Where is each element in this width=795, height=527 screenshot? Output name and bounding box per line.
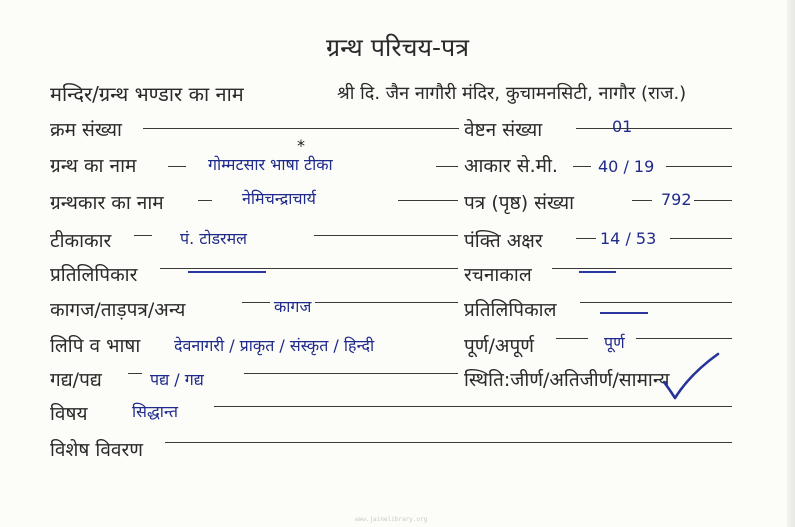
composition-date-label: रचनाकाल [464, 264, 532, 286]
author-value: नेमिचन्द्राचार्य [242, 189, 316, 208]
wrapper-number-label: वेष्टन संख्या [464, 119, 543, 141]
composition-date-blank-dash [579, 271, 616, 273]
page-count-value: 792 [661, 190, 692, 209]
granth-name-label: ग्रन्थ का नाम [50, 155, 137, 177]
completeness-label: पूर्ण/अपूर्ण [464, 335, 534, 357]
subject-label: विषय [50, 403, 88, 425]
completeness-line-a [556, 338, 588, 339]
card-edge [787, 0, 795, 527]
footnote-mark: * [297, 136, 305, 155]
line-letters-value: 14 / 53 [600, 229, 657, 248]
material-value: कागज [270, 296, 315, 318]
granth-name-line-a [168, 166, 186, 167]
serial-number-label: क्रम संख्या [50, 119, 122, 141]
commentator-line-a [134, 235, 152, 236]
author-label: ग्रन्थकार का नाम [50, 192, 164, 214]
commentator-line-b [314, 235, 458, 236]
size-cm-line-b [666, 166, 732, 167]
granth-name-value: गोम्मटसार भाषा टीका [208, 155, 333, 174]
commentator-label: टीकाकार [50, 230, 112, 252]
wrapper-number-value: 01 [612, 117, 633, 136]
temple-label: मन्दिर/ग्रन्थ भण्डार का नाम [50, 82, 244, 106]
commentator-value: पं. टोडरमल [180, 229, 247, 248]
script-language-value: देवनागरी / प्राकृत / संस्कृत / हिन्दी [174, 336, 375, 355]
copy-date-label: प्रतिलिपिकाल [464, 299, 557, 321]
copy-date-blank-dash [600, 312, 648, 314]
line-letters-line-a [576, 238, 596, 239]
page-count-line-b [694, 200, 732, 201]
subject-value: सिद्धान्त [132, 402, 178, 421]
copy-date-line [580, 302, 732, 303]
serial-number-line [143, 128, 459, 129]
condition-check-mark-icon [662, 352, 722, 402]
temple-value: श्री दि. जैन नागौरी मंदिर, कुचामनसिटी, नागौर (राज.) [337, 83, 687, 104]
prose-poetry-line-b [244, 373, 458, 374]
page-count-label: पत्र (पृष्ठ) संख्या [464, 192, 575, 214]
completeness-line-b [636, 338, 732, 339]
subject-line [214, 406, 732, 407]
line-letters-line-b [670, 238, 732, 239]
script-language-label: लिपि व भाषा [50, 335, 141, 357]
size-cm-label: आकार से.मी. [464, 155, 558, 177]
copyist-blank-dash [188, 271, 266, 273]
granth-name-line-b [436, 166, 458, 167]
material-label: कागज/ताड़पत्र/अन्य [50, 299, 186, 321]
size-cm-value: 40 / 19 [598, 157, 655, 176]
size-cm-line-a [573, 166, 591, 167]
special-details-label: विशेष विवरण [50, 439, 143, 461]
author-line-a [198, 200, 212, 201]
wrapper-number-line [576, 128, 732, 129]
prose-poetry-value: पद्य / गद्य [150, 370, 204, 389]
prose-poetry-label: गद्य/पद्य [50, 369, 102, 391]
author-line-b [398, 200, 458, 201]
form-title: ग्रन्थ परिचय-पत्र [326, 33, 469, 62]
copyist-label: प्रतिलिपिकार [50, 264, 138, 286]
copyist-line [160, 268, 458, 269]
completeness-value: पूर्ण [600, 332, 629, 354]
page-count-line-a [632, 200, 652, 201]
condition-label: स्थिति:जीर्ण/अतिजीर्ण/सामान्य [464, 369, 670, 391]
line-letters-label: पंक्ति अक्षर [464, 230, 543, 252]
special-details-line [165, 442, 732, 443]
prose-poetry-line-a [128, 373, 142, 374]
composition-date-line [552, 268, 732, 269]
watermark: www.jainelibrary.org [355, 516, 428, 523]
